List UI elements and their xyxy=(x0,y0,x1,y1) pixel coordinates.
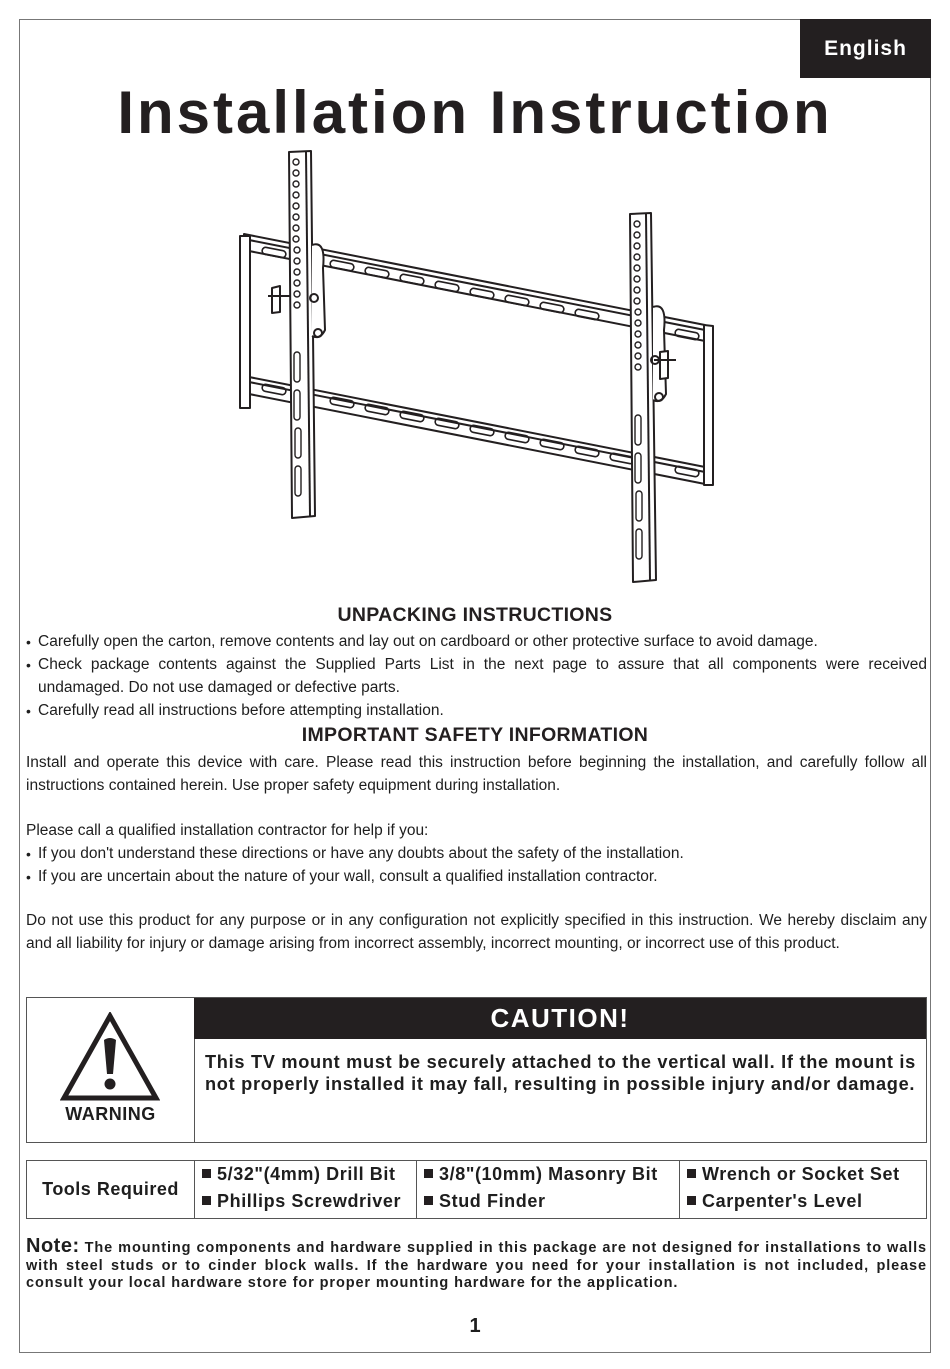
safety-heading: IMPORTANT SAFETY INFORMATION xyxy=(301,724,649,746)
unpacking-heading: UNPACKING INSTRUCTIONS xyxy=(337,604,613,626)
list-item: • Check package contents against the Supplied Parts List in the next page to assure that all components were received undamaged. Do not use damaged or defective parts. xyxy=(26,653,927,699)
safety-call-intro: Please call a qualified installation contractor for help if you: xyxy=(26,822,429,839)
tool-item xyxy=(202,1191,401,1212)
warning-cell xyxy=(27,998,195,1142)
list-item: • If you don't understand these directions or have any doubts about the safety of the installation. xyxy=(26,842,927,865)
caution-text: This TV mount must be securely attached to the vertical wall. If the mount is not properly installed it may fall, resulting in possible injury and/or damage. xyxy=(205,1052,916,1094)
square-bullet-icon xyxy=(687,1196,696,1205)
tool-label: Stud Finder xyxy=(439,1191,546,1211)
caution-box xyxy=(26,997,927,1143)
square-bullet-icon xyxy=(687,1169,696,1178)
list-item: • If you are uncertain about the nature of your wall, consult a qualified installation contractor. xyxy=(26,865,927,888)
tools-column xyxy=(194,1161,417,1218)
tool-item xyxy=(424,1191,546,1212)
tool-item xyxy=(687,1164,900,1185)
wall-mount-illustration xyxy=(230,145,730,590)
square-bullet-icon xyxy=(424,1196,433,1205)
note xyxy=(26,1235,927,1293)
tools-column xyxy=(679,1161,926,1218)
note-lead: Note: xyxy=(26,1235,80,1257)
square-bullet-icon xyxy=(424,1169,433,1178)
tool-label: Wrench or Socket Set xyxy=(702,1164,900,1184)
warning-label: WARNING xyxy=(65,1104,156,1124)
list-item: • Carefully read all instructions before attempting installation. xyxy=(26,699,927,722)
warning-triangle-icon xyxy=(60,1012,160,1102)
tool-label: 5/32"(4mm) Drill Bit xyxy=(217,1164,396,1184)
tool-item xyxy=(202,1164,396,1185)
tool-item xyxy=(424,1164,658,1185)
page-title: Installation Instruction xyxy=(117,79,833,146)
tool-item xyxy=(687,1191,863,1212)
tool-label: Carpenter's Level xyxy=(702,1191,863,1211)
safety-intro: Install and operate this device with care. Please read this instruction before beginning the installation, and carefully follow all instructions contained herein. Use proper safety equipment during installation. xyxy=(26,754,927,794)
square-bullet-icon xyxy=(202,1169,211,1178)
tools-required-label: Tools Required xyxy=(27,1161,195,1218)
tool-label: 3/8"(10mm) Masonry Bit xyxy=(439,1164,658,1184)
language-tab: English xyxy=(800,19,931,78)
square-bullet-icon xyxy=(202,1196,211,1205)
tools-column xyxy=(416,1161,680,1218)
tools-required-table xyxy=(26,1160,927,1219)
page-number: 1 xyxy=(469,1315,481,1337)
caution-heading: CAUTION! xyxy=(194,998,926,1039)
note-text: The mounting components and hardware supplied in this package are not designed for installations to walls with steel studs or to cinder block walls. If the hardware you need for your installation is not included, please consult your local hardware store for proper mounting hardware for the application. xyxy=(26,1240,927,1291)
list-item: • Carefully open the carton, remove contents and lay out on cardboard or other protective surface to avoid damage. xyxy=(26,630,927,653)
safety-disclaimer: Do not use this product for any purpose or in any configuration not explicitly specified in this instruction. We hereby disclaim any and all liability for injury or damage arising from incorrect assembly, incorrect mounting, or incorrect use of this product. xyxy=(26,912,927,952)
tool-label: Phillips Screwdriver xyxy=(217,1191,402,1211)
